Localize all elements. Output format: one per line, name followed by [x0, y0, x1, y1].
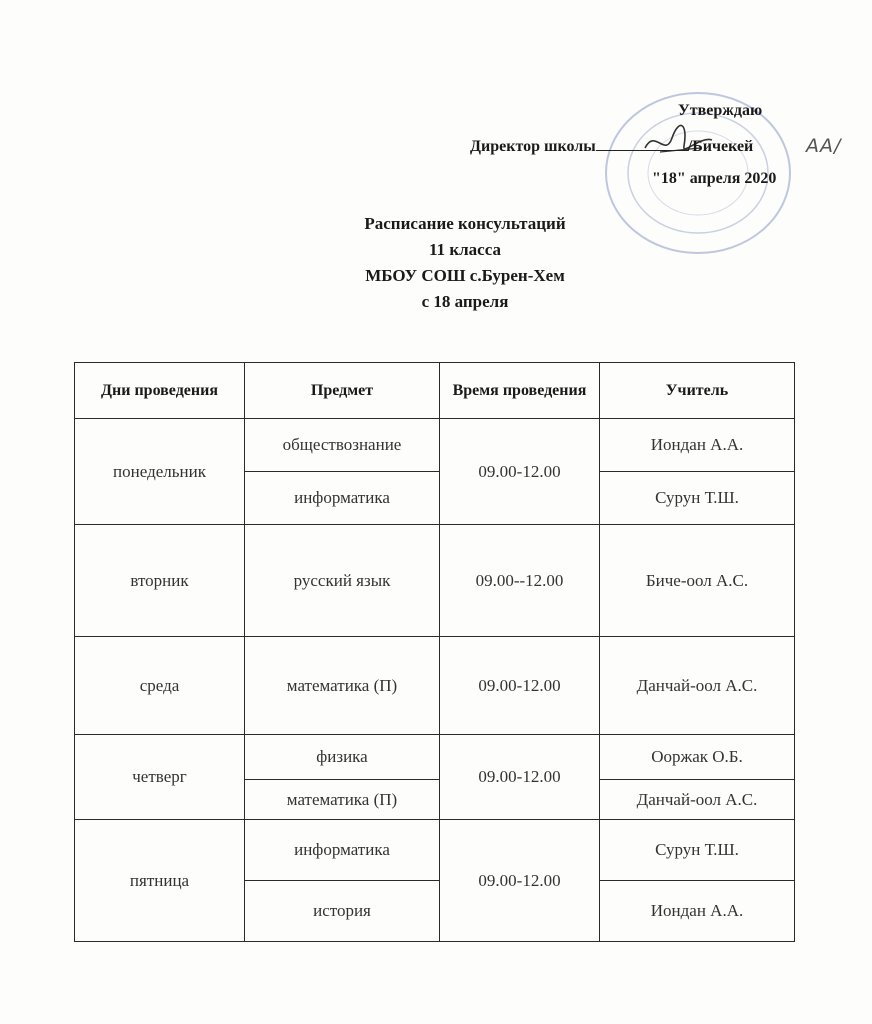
header-time: Время проведения: [440, 363, 600, 419]
start-date: с 18 апреля: [421, 292, 509, 311]
time-cell: 09.00-12.00: [440, 820, 600, 942]
approval-director: [470, 136, 753, 156]
table-row: [75, 419, 795, 472]
teacher-cell: Данчай-оол А.С.: [600, 637, 795, 735]
teacher-cell: Ооржак О.Б.: [600, 735, 795, 780]
header-subject: Предмет: [245, 363, 440, 419]
table-row: [75, 820, 795, 881]
director-label: Директор школы: [470, 138, 596, 155]
director-name: /Бичекей: [687, 138, 754, 155]
approval-title: Утверждаю: [678, 102, 763, 119]
day-cell: четверг: [75, 735, 245, 820]
table-row: [75, 525, 795, 637]
document-title: Расписание консультаций: [364, 214, 566, 233]
day-cell: понедельник: [75, 419, 245, 525]
subject-cell: физика: [245, 735, 440, 780]
teacher-cell: Биче-оол А.С.: [600, 525, 795, 637]
table-header-row: [75, 363, 795, 419]
subject-cell: история: [245, 881, 440, 942]
subject-cell: обществознание: [245, 419, 440, 472]
day-cell: среда: [75, 637, 245, 735]
class-label: 11 класса: [429, 240, 501, 259]
subject-cell: информатика: [245, 820, 440, 881]
teacher-cell: Сурун Т.Ш.: [600, 820, 795, 881]
header-teacher: Учитель: [600, 363, 795, 419]
table-row: [75, 735, 795, 780]
subject-cell: русский язык: [245, 525, 440, 637]
time-cell: 09.00-12.00: [440, 637, 600, 735]
day-cell: пятница: [75, 820, 245, 942]
approval-date: "18" апреля 2020: [652, 170, 777, 187]
handwritten-initials: АА/: [806, 135, 842, 157]
subject-cell: информатика: [245, 472, 440, 525]
teacher-cell: Иондан А.А.: [600, 419, 795, 472]
signature-line: [596, 136, 688, 151]
time-cell: 09.00--12.00: [440, 525, 600, 637]
teacher-cell: Иондан А.А.: [600, 881, 795, 942]
teacher-cell: Данчай-оол А.С.: [600, 780, 795, 820]
subject-cell: математика (П): [245, 637, 440, 735]
table-row: [75, 637, 795, 735]
subject-cell: математика (П): [245, 780, 440, 820]
teacher-cell: Сурун Т.Ш.: [600, 472, 795, 525]
school-name: МБОУ СОШ с.Бурен-Хем: [365, 266, 565, 285]
time-cell: 09.00-12.00: [440, 735, 600, 820]
consultation-schedule-table: [74, 362, 795, 942]
header-days: Дни проведения: [75, 363, 245, 419]
time-cell: 09.00-12.00: [440, 419, 600, 525]
day-cell: вторник: [75, 525, 245, 637]
